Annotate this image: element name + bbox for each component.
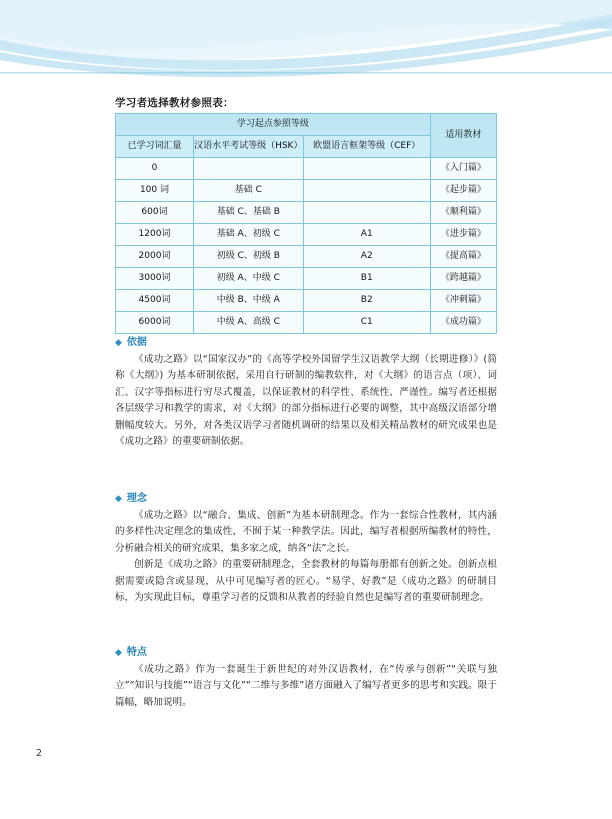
page-number: 2 xyxy=(36,748,43,759)
diamond-icon: ◆ xyxy=(115,338,122,348)
cell-vocab: 600词 xyxy=(116,202,194,224)
cell-material: 《提高篇》 xyxy=(430,246,496,268)
cell-material: 《冲刺篇》 xyxy=(430,290,496,312)
reference-table xyxy=(115,113,497,334)
section-heading xyxy=(115,489,497,504)
section-features xyxy=(115,643,497,711)
diamond-icon: ◆ xyxy=(115,494,122,504)
cell-cef: A1 xyxy=(303,224,430,246)
diamond-icon: ◆ xyxy=(115,648,122,658)
table-header-cef: 欧盟语言框架等级（CEF） xyxy=(303,136,430,158)
cell-material: 《成功篇》 xyxy=(430,312,496,334)
section-paragraph: 《成功之路》以“国家汉办”的《高等学校外国留学生汉语教学大纲（长期进修）》(简称《大纲》) 为基本研制依据，采用自行研制的编教软件，对《大纲》的语言点（项）、词汇、汉字等指标进行穷尽式覆盖，以保证教材的科学性、系统性、严谨性。编写者还根据各层级学习和教学的需求，对《大纲》的部分指标进行必要的调整，其中高级汉语部分增删幅度较大。另外，对各类汉语学习者随机调研的结果以及相关精品教材的研究成果也是《成功之路》的重要研制依据。 xyxy=(115,354,497,448)
table-row xyxy=(116,224,497,246)
cell-material: 《进步篇》 xyxy=(430,224,496,246)
cell-hsk: 基础 C xyxy=(193,180,303,202)
section-title: 特点 xyxy=(126,647,147,658)
section-heading xyxy=(115,643,497,658)
header-decoration xyxy=(0,0,612,86)
cell-material: 《顺利篇》 xyxy=(430,202,496,224)
cell-cef: B2 xyxy=(303,290,430,312)
cell-material: 《跨越篇》 xyxy=(430,268,496,290)
table-row xyxy=(116,158,497,180)
section-basis xyxy=(115,333,497,450)
cell-cef xyxy=(303,180,430,202)
cell-cef: A2 xyxy=(303,246,430,268)
cell-material: 《起步篇》 xyxy=(430,180,496,202)
cell-cef: C1 xyxy=(303,312,430,334)
cell-hsk: 初级 A、中级 C xyxy=(193,268,303,290)
table-row xyxy=(116,246,497,268)
section-paragraph: 《成功之路》作为一套诞生于新世纪的对外汉语教材，在“传承与创新”“关联与独立”“知识与技能”“语言与文化”“二维与多维”诸方面融入了编写者更多的思考和实践。限于篇幅，略加说明。 xyxy=(115,664,497,708)
section-title: 理念 xyxy=(126,493,147,504)
cell-hsk: 中级 A、高级 C xyxy=(193,312,303,334)
cell-material: 《入门篇》 xyxy=(430,158,496,180)
cell-vocab: 3000词 xyxy=(116,268,194,290)
table-group-header: 学习起点参照等级 xyxy=(116,114,431,136)
cell-hsk: 中级 B、中级 A xyxy=(193,290,303,312)
table-header-material: 适用教材 xyxy=(430,114,496,158)
table-row xyxy=(116,180,497,202)
table-header-row-1 xyxy=(116,114,497,136)
cell-vocab: 0 xyxy=(116,158,194,180)
table-row xyxy=(116,290,497,312)
cell-vocab: 100 词 xyxy=(116,180,194,202)
table-caption: 学习者选择教材参照表： xyxy=(115,97,234,109)
table-row xyxy=(116,268,497,290)
section-philosophy xyxy=(115,489,497,606)
cell-cef xyxy=(303,202,430,224)
section-title: 依据 xyxy=(126,337,147,348)
cell-hsk: 基础 A、初级 C xyxy=(193,224,303,246)
cell-hsk xyxy=(193,158,303,180)
cell-hsk: 初级 C、初级 B xyxy=(193,246,303,268)
cell-vocab: 4500词 xyxy=(116,290,194,312)
section-paragraph: 创新是《成功之路》的重要研制理念，全套教材的每篇每册都有创新之处。创新点根据需要或隐含或显现，从中可见编写者的匠心。“易学、好教”是《成功之路》的研制目标，为实现此目标，尊重学习者的反馈和从教者的经验自然也是编写者的重要研制理念。 xyxy=(115,559,497,604)
cell-cef: B1 xyxy=(303,268,430,290)
cell-vocab: 1200词 xyxy=(116,224,194,246)
table-header-hsk: 汉语水平考试等级（HSK） xyxy=(193,136,303,158)
cell-vocab: 6000词 xyxy=(116,312,194,334)
cell-cef xyxy=(303,158,430,180)
cell-vocab: 2000词 xyxy=(116,246,194,268)
table-row xyxy=(116,312,497,334)
section-heading xyxy=(115,333,497,348)
cell-hsk: 基础 C、基础 B xyxy=(193,202,303,224)
section-paragraph: 《成功之路》以“融合、集成、创新”为基本研制理念。作为一套综合性教材，其内涵的多样性决定理念的集成性，不囿于某一种教学法。因此，编写者根据所编教材的特性，分析融合相关的研究成果，集多家之成，纳各“法”之长。 xyxy=(115,510,497,554)
table-header-vocab: 已学习词汇量 xyxy=(116,136,194,158)
table-row xyxy=(116,202,497,224)
